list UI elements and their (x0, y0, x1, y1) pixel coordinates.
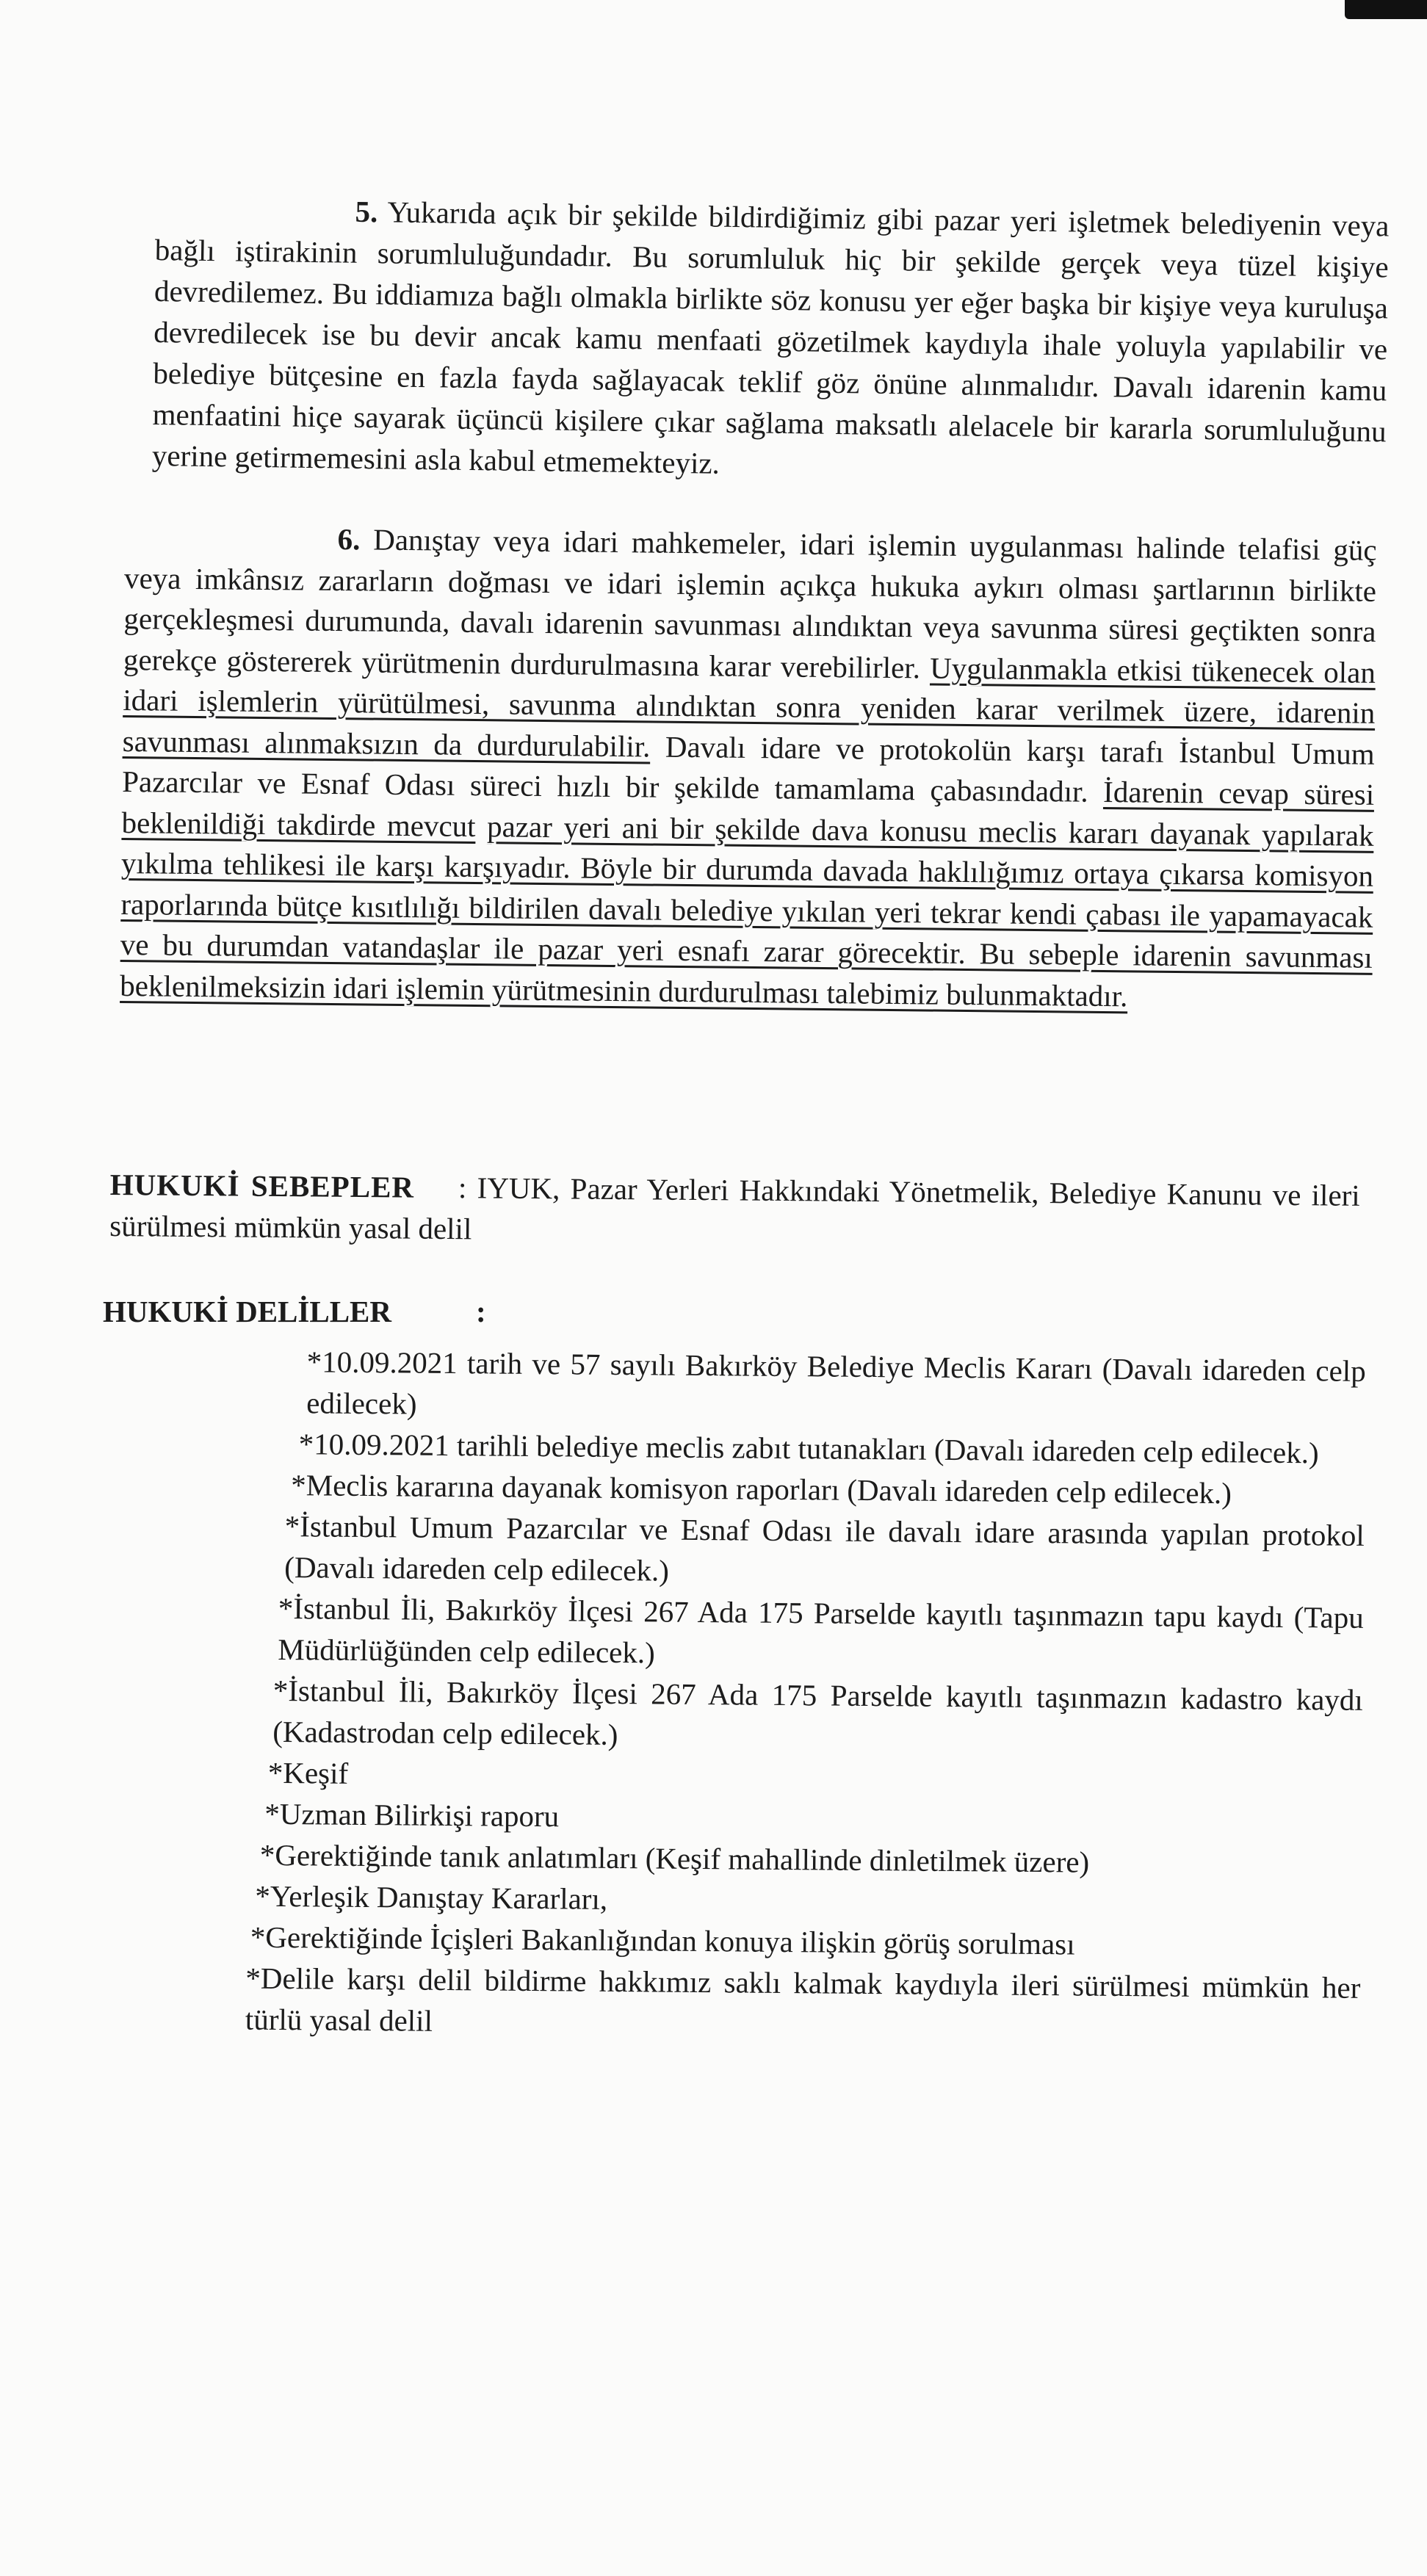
evidence-item: *Gerektiğinde İçişleri Bakanlığından konuya ilişkin görüş sorulması (250, 1920, 1075, 1961)
paragraph-6 (120, 517, 1377, 1019)
legal-reasons-heading: HUKUKİ SEBEPLER (109, 1167, 415, 1204)
legal-reasons-section (109, 1164, 1360, 1257)
evidence-item: *Yerleşik Danıştay Kararları, (255, 1878, 608, 1916)
legal-evidence-heading (103, 1291, 486, 1332)
evidence-item: *Uzman Bilirkişi raporu (264, 1796, 560, 1834)
paragraph-number: 6. (337, 522, 361, 557)
evidence-item: *10.09.2021 tarih ve 57 sayılı Bakırköy Belediye Meclis Kararı (Davalı idareden celp edilecek) (306, 1345, 1366, 1421)
paragraph-5 (152, 188, 1390, 493)
evidence-heading-label: HUKUKİ DELİLLER (103, 1295, 392, 1328)
paragraph-text: Yukarıda açık bir şekilde bildirdiğimiz gibi pazar yeri işletmek belediyenin veya bağlı iştirakinin sorumluluğundadır. Bu sorumluluk hiç bir şekilde gerçek veya tüzel kişiye devredilemez. Bu iddiamıza bağlı olmakla birlikte söz konusu yer eğer başka bir kişiye veya kuruluşa devredilecek ise bu devir ancak kamu menfaati gözetilmek kaydıyla ihale yoluyla yapılabilir ve belediye bütçesine en fazla fayda sağlayacak teklif göz önüne alınmalıdır. Davalı idarenin kamu menfaatini hiçe sayarak üçüncü kişilere çıkar sağlama maksatlı alelacele bir kararla sorumluluğunu yerine getirmemesini asla kabul etmemekteyiz. (151, 195, 1390, 480)
legal-evidence-list (24, 1339, 1366, 2049)
evidence-item: *10.09.2021 tarihli belediye meclis zabıt tutanakları (Davalı idareden celp edilecek.) (298, 1427, 1319, 1470)
evidence-item: *İstanbul İli, Bakırköy İlçesi 267 Ada 175 Parselde kayıtlı taşınmazın tapu kaydı (Tapu Müdürlüğünden celp edilecek.) (278, 1591, 1364, 1670)
evidence-item: *Keşif (267, 1755, 349, 1790)
evidence-item: *İstanbul Umum Pazarcılar ve Esnaf Odası ile davalı idare arasında yapılan protokol (Davalı idareden celp edilecek.) (284, 1509, 1365, 1588)
paragraph-text: Davalı idare ve protokolün karşı tarafı İstanbul Umum Pazarcılar ve Esnaf Odası süreci hızlı bir şekilde tamamlama çabasındadır. (121, 729, 1375, 808)
evidence-item: *Meclis kararına dayanak komisyon raporları (Davalı idareden celp edilecek.) (291, 1468, 1232, 1510)
underlined-text: Uygulanmakla etkisi tükenecek olan idari işlemlerin yürütülmesi, savunma alındıktan sonra yeniden karar verilmek üzere, idarenin savunması alınmaksızın da durdurulabilir. (122, 650, 1376, 764)
evidence-item: *Delile karşı delil bildirme hakkımız saklı kalmak kaydıyla ileri sürülmesi mümkün her türlü yasal delil (245, 1961, 1361, 2038)
underlined-text: pazar yeri ani bir şekilde dava konusu meclis kararı dayanak yapılarak yıkılma tehlikesi ile karşı karşıyadır. Böyle bir durumda davada haklılığımız ortaya çıkarsa komisyon raporlarında bütçe kısıtlılığı bildirilen davalı belediye yıkılan yeri tekrar kendi çabası ile yapamayacak ve bu durumdan vatandaşlar ile pazar yeri esnafı zarar görecektir. Bu sebeple idarenin savunması beklenilmeksizin idari işlemin yürütmesinin durdurulması talebimiz bulunmaktadır. (120, 808, 1374, 1013)
paragraph-text: Danıştay veya idari mahkemeler, idari işlemin uygulanması halinde telafisi güç veya imkânsız zararların doğması ve idari işlemin açıkça hukuka aykırı olması şartlarının birlikte gerçekleşmesi durumunda, davalı idarenin savunması alındıktan veya savunma süresi geçtikten sonra gerekçe göstererek yürütmenin durdurulmasına karar verebilirler. (123, 522, 1377, 684)
legal-reasons-text: : IYUK, Pazar Yerleri Hakkındaki Yönetmelik, Belediye Kanunu ve ileri sürülmesi mümkün yasal delil (109, 1171, 1360, 1246)
underlined-text: İdarenin cevap süresi beklenildiği takdirde mevcut (121, 774, 1375, 843)
evidence-item: *İstanbul İli, Bakırköy İlçesi 267 Ada 175 Parselde kayıtlı taşınmazın kadastro kaydı (Kadastrodan celp edilecek.) (272, 1673, 1363, 1752)
evidence-item: *Gerektiğinde tanık anlatımları (Keşif mahallinde dinletilmek üzere) (259, 1837, 1090, 1879)
paragraph-number: 5. (355, 194, 378, 229)
evidence-heading-colon: : (476, 1295, 486, 1328)
